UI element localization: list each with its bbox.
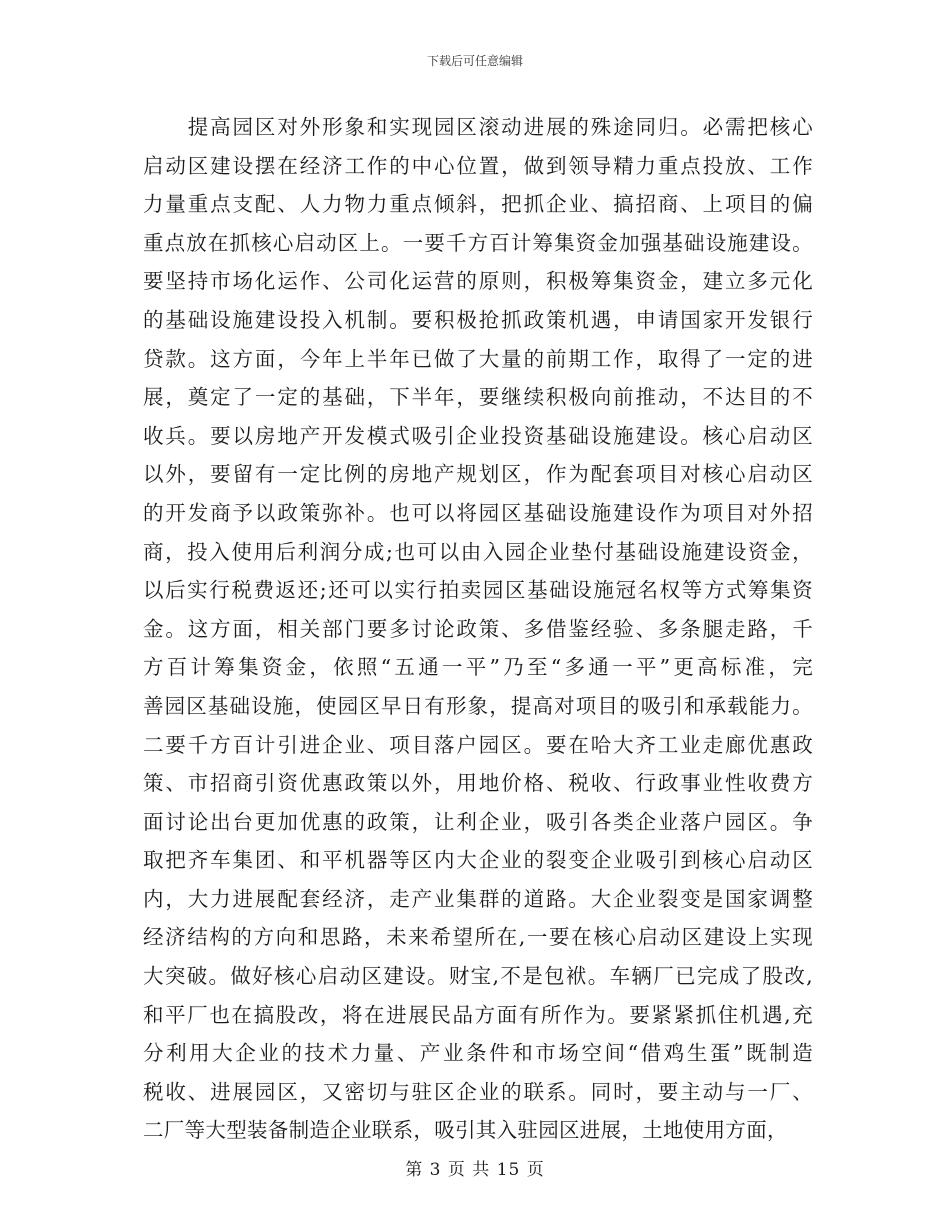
body-line-6: 的基础设施建设投入机制。要积极抢抓政策机遇，申请国家开发银行 bbox=[143, 307, 813, 332]
body-line-18: 策、市招商引资优惠政策以外，用地价格、税收、行政事业性收费方 bbox=[143, 771, 813, 796]
body-line-15: 方百计筹集资金，依照“五通一平”乃至“多通一平”更高标准，完 bbox=[143, 655, 813, 680]
body-line-11: 的开发商予以政策弥补。也可以将园区基础设施建设作为项目对外招 bbox=[143, 500, 813, 525]
page-number-footer: 第 3 页 共 15 页 bbox=[405, 1160, 545, 1180]
body-line-3: 力量重点支配、人力物力重点倾斜，把抓企业、搞招商、上项目的偏 bbox=[143, 192, 813, 217]
body-line-10: 以外，要留有一定比例的房地产规划区，作为配套项目对核心启动区 bbox=[143, 462, 813, 487]
body-line-24: 和平厂也在搞股改，将在进展民品方面有所作为。要紧紧抓住机遇,充 bbox=[143, 1002, 813, 1027]
body-line-9: 收兵。要以房地产开发模式吸引企业投资基础设施建设。核心启动区 bbox=[143, 423, 813, 448]
body-line-16: 善园区基础设施，使园区早日有形象，提高对项目的吸引和承载能力。 bbox=[143, 693, 813, 718]
body-line-27: 二厂等大型装备制造企业联系，吸引其入驻园区进展，土地使用方面， bbox=[143, 1118, 788, 1143]
body-line-4: 重点放在抓核心启动区上。一要千方百计筹集资金加强基础设施建设。 bbox=[143, 230, 813, 255]
body-line-26: 税收、进展园区，又密切与驻区企业的联系。同时，要主动与一厂、 bbox=[143, 1079, 813, 1104]
body-line-7: 贷款。这方面，今年上半年已做了大量的前期工作，取得了一定的进 bbox=[143, 346, 813, 371]
body-line-17: 二要千方百计引进企业、项目落户园区。要在哈大齐工业走廊优惠政 bbox=[143, 732, 813, 757]
body-line-20: 取把齐车集团、和平机器等区内大企业的裂变企业吸引到核心启动区 bbox=[143, 848, 813, 873]
body-line-12: 商，投入使用后利润分成;也可以由入园企业垫付基础设施建设资金， bbox=[143, 539, 813, 564]
body-line-19: 面讨论出台更加优惠的政策，让利企业，吸引各类企业落户园区。争 bbox=[143, 809, 813, 834]
body-line-22: 经济结构的方向和思路，未来希望所在,一要在核心启动区建设上实现 bbox=[143, 925, 813, 950]
body-line-23: 大突破。做好核心启动区建设。财宝,不是包袱。车辆厂已完成了股改, bbox=[143, 964, 813, 989]
body-line-21: 内，大力进展配套经济，走产业集群的道路。大企业裂变是国家调整 bbox=[143, 886, 813, 911]
body-line-2: 启动区建设摆在经济工作的中心位置，做到领导精力重点投放、工作 bbox=[143, 153, 813, 178]
document-body bbox=[143, 108, 813, 1150]
body-line-8: 展，奠定了一定的基础，下半年，要继续积极向前推动，不达目的不 bbox=[143, 385, 813, 410]
body-line-25: 分利用大企业的技术力量、产业条件和市场空间“借鸡生蛋”既制造 bbox=[143, 1041, 813, 1066]
body-line-1: 提高园区对外形象和实现园区滚动进展的殊途同归。必需把核心 bbox=[143, 115, 813, 139]
page-header: 下载后可任意编辑 bbox=[426, 54, 523, 68]
body-line-5: 要坚持市场化运作、公司化运营的原则，积极筹集资金，建立多元化 bbox=[143, 269, 813, 294]
body-line-13: 以后实行税费返还;还可以实行拍卖园区基础设施冠名权等方式筹集资 bbox=[143, 578, 813, 603]
body-line-14: 金。这方面，相关部门要多讨论政策、多借鉴经验、多条腿走路，千 bbox=[143, 616, 813, 641]
